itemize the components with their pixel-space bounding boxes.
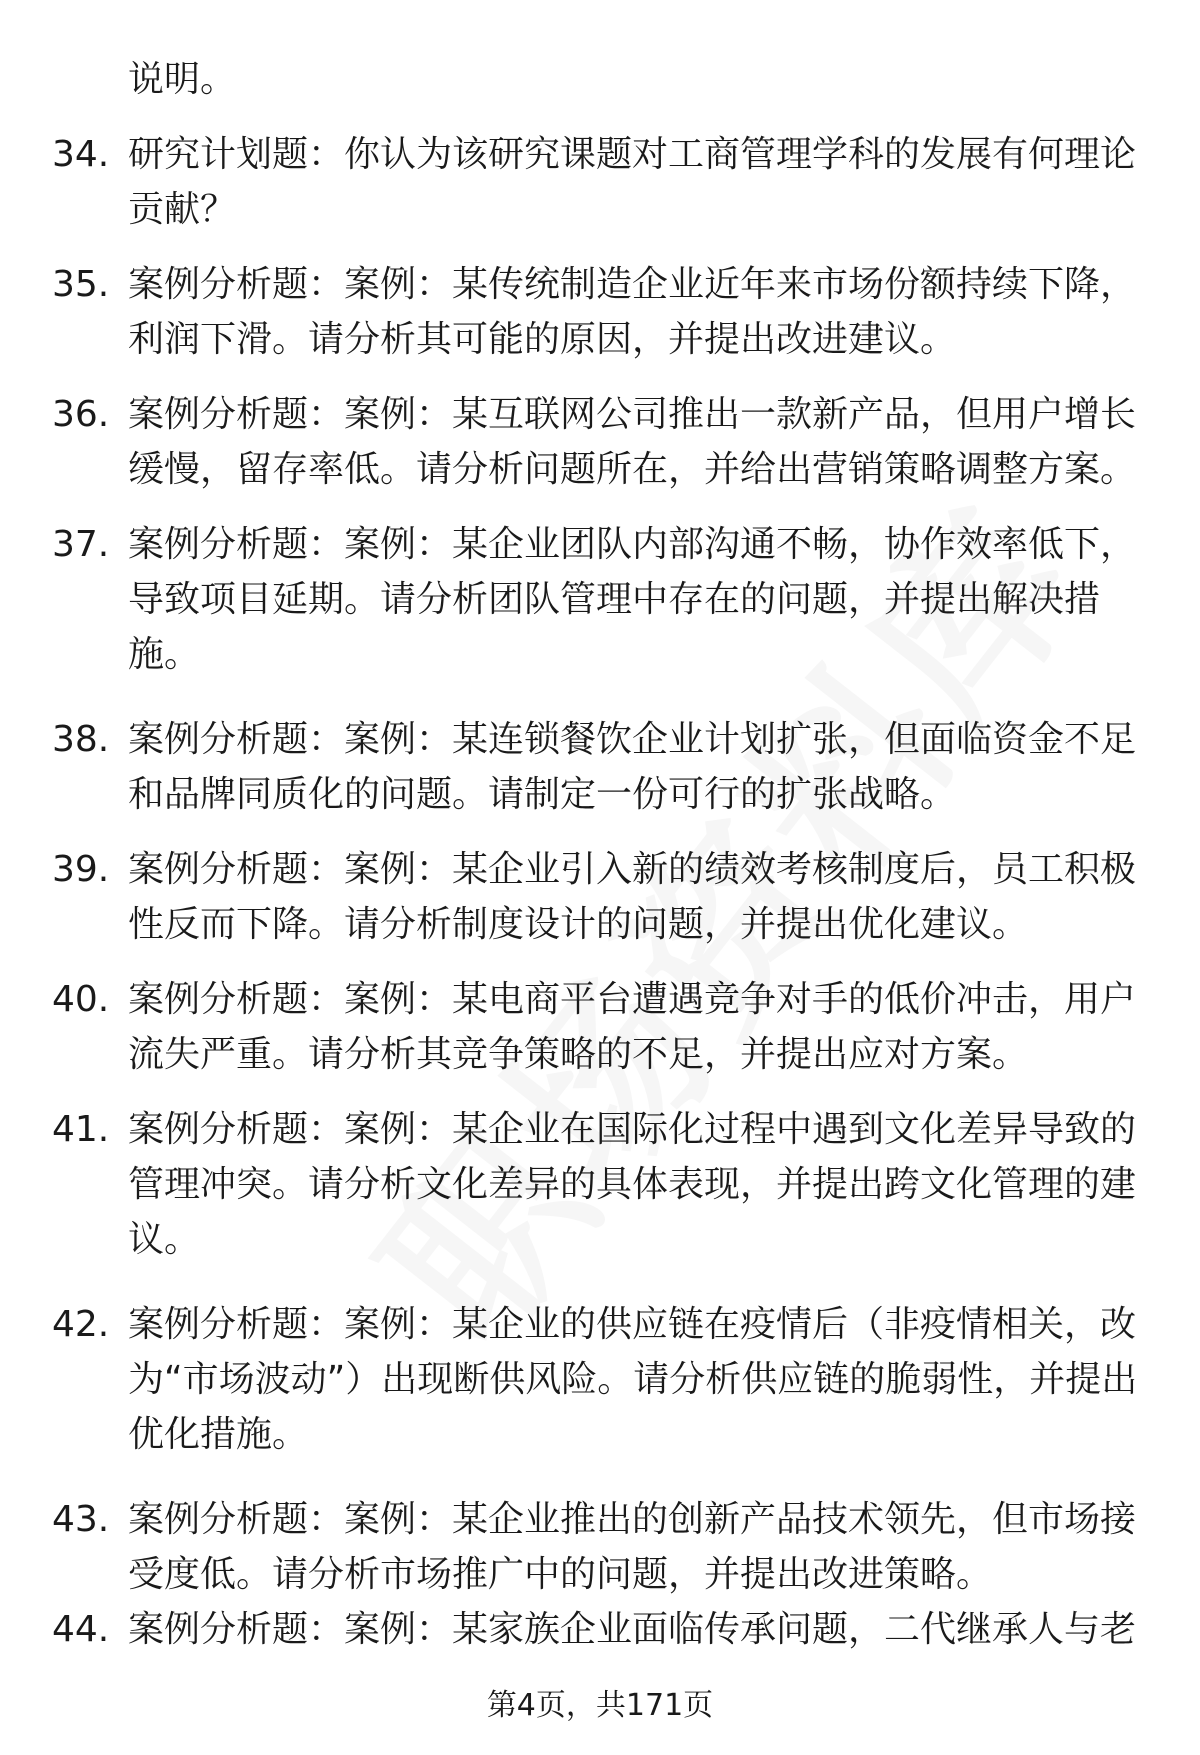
item-number: 37. — [52, 524, 110, 565]
item-text: 案例分析题：案例：某企业推出的创新产品技术领先，但市场接受度低。请分析市场推广中的问题，并提出改进策略。 — [128, 1499, 1137, 1595]
item-text: 案例分析题：案例：某互联网公司推出一款新产品，但用户增长缓慢，留存率低。请分析问题所在，并给出营销策略调整方案。 — [128, 394, 1137, 490]
item-text: 案例分析题：案例：某企业团队内部沟通不畅，协作效率低下，导致项目延期。请分析团队管理中存在的问题，并提出解决措施。 — [128, 524, 1137, 675]
item-number: 34. — [52, 134, 110, 175]
item-number: 39. — [52, 849, 110, 890]
item-text: 案例分析题：案例：某企业的供应链在疫情后（非疫情相关，改为“市场波动”）出现断供风险。请分析供应链的脆弱性，并提出优化措施。 — [128, 1304, 1138, 1455]
item-number: 35. — [52, 264, 110, 305]
item-text: 案例分析题：案例：某企业引入新的绩效考核制度后，员工积极性反而下降。请分析制度设计的问题，并提出优化建议。 — [128, 849, 1137, 945]
item-text: 案例分析题：案例：某企业在国际化过程中遇到文化差异导致的管理冲突。请分析文化差异的具体表现，并提出跨文化管理的建议。 — [128, 1109, 1137, 1260]
item-text: 案例分析题：案例：某连锁餐饮企业计划扩张，但面临资金不足和品牌同质化的问题。请制定一份可行的扩张战略。 — [128, 719, 1137, 815]
item-text: 研究计划题：你认为该研究课题对工商管理学科的发展有何理论贡献？ — [128, 134, 1137, 230]
page-footer: 第4页，共171页 — [486, 1688, 714, 1723]
item-text: 案例分析题：案例：某电商平台遭遇竞争对手的低价冲击，用户流失严重。请分析其竞争策略的不足，并提出应对方案。 — [128, 979, 1137, 1075]
item-number: 44. — [52, 1609, 110, 1650]
item-number: 42. — [52, 1304, 110, 1345]
item-text: 案例分析题：案例：某传统制造企业近年来市场份额持续下降，利润下滑。请分析其可能的原因，并提出改进建议。 — [128, 264, 1137, 360]
item-text: 案例分析题：案例：某家族企业面临传承问题，二代继承人与老 — [128, 1609, 1137, 1650]
item-number: 41. — [52, 1109, 110, 1150]
item-number: 40. — [52, 979, 110, 1020]
item-number: 36. — [52, 394, 110, 435]
item-number: 38. — [52, 719, 110, 760]
item-number: 43. — [52, 1499, 110, 1540]
item-text: 说明。 — [128, 59, 237, 100]
